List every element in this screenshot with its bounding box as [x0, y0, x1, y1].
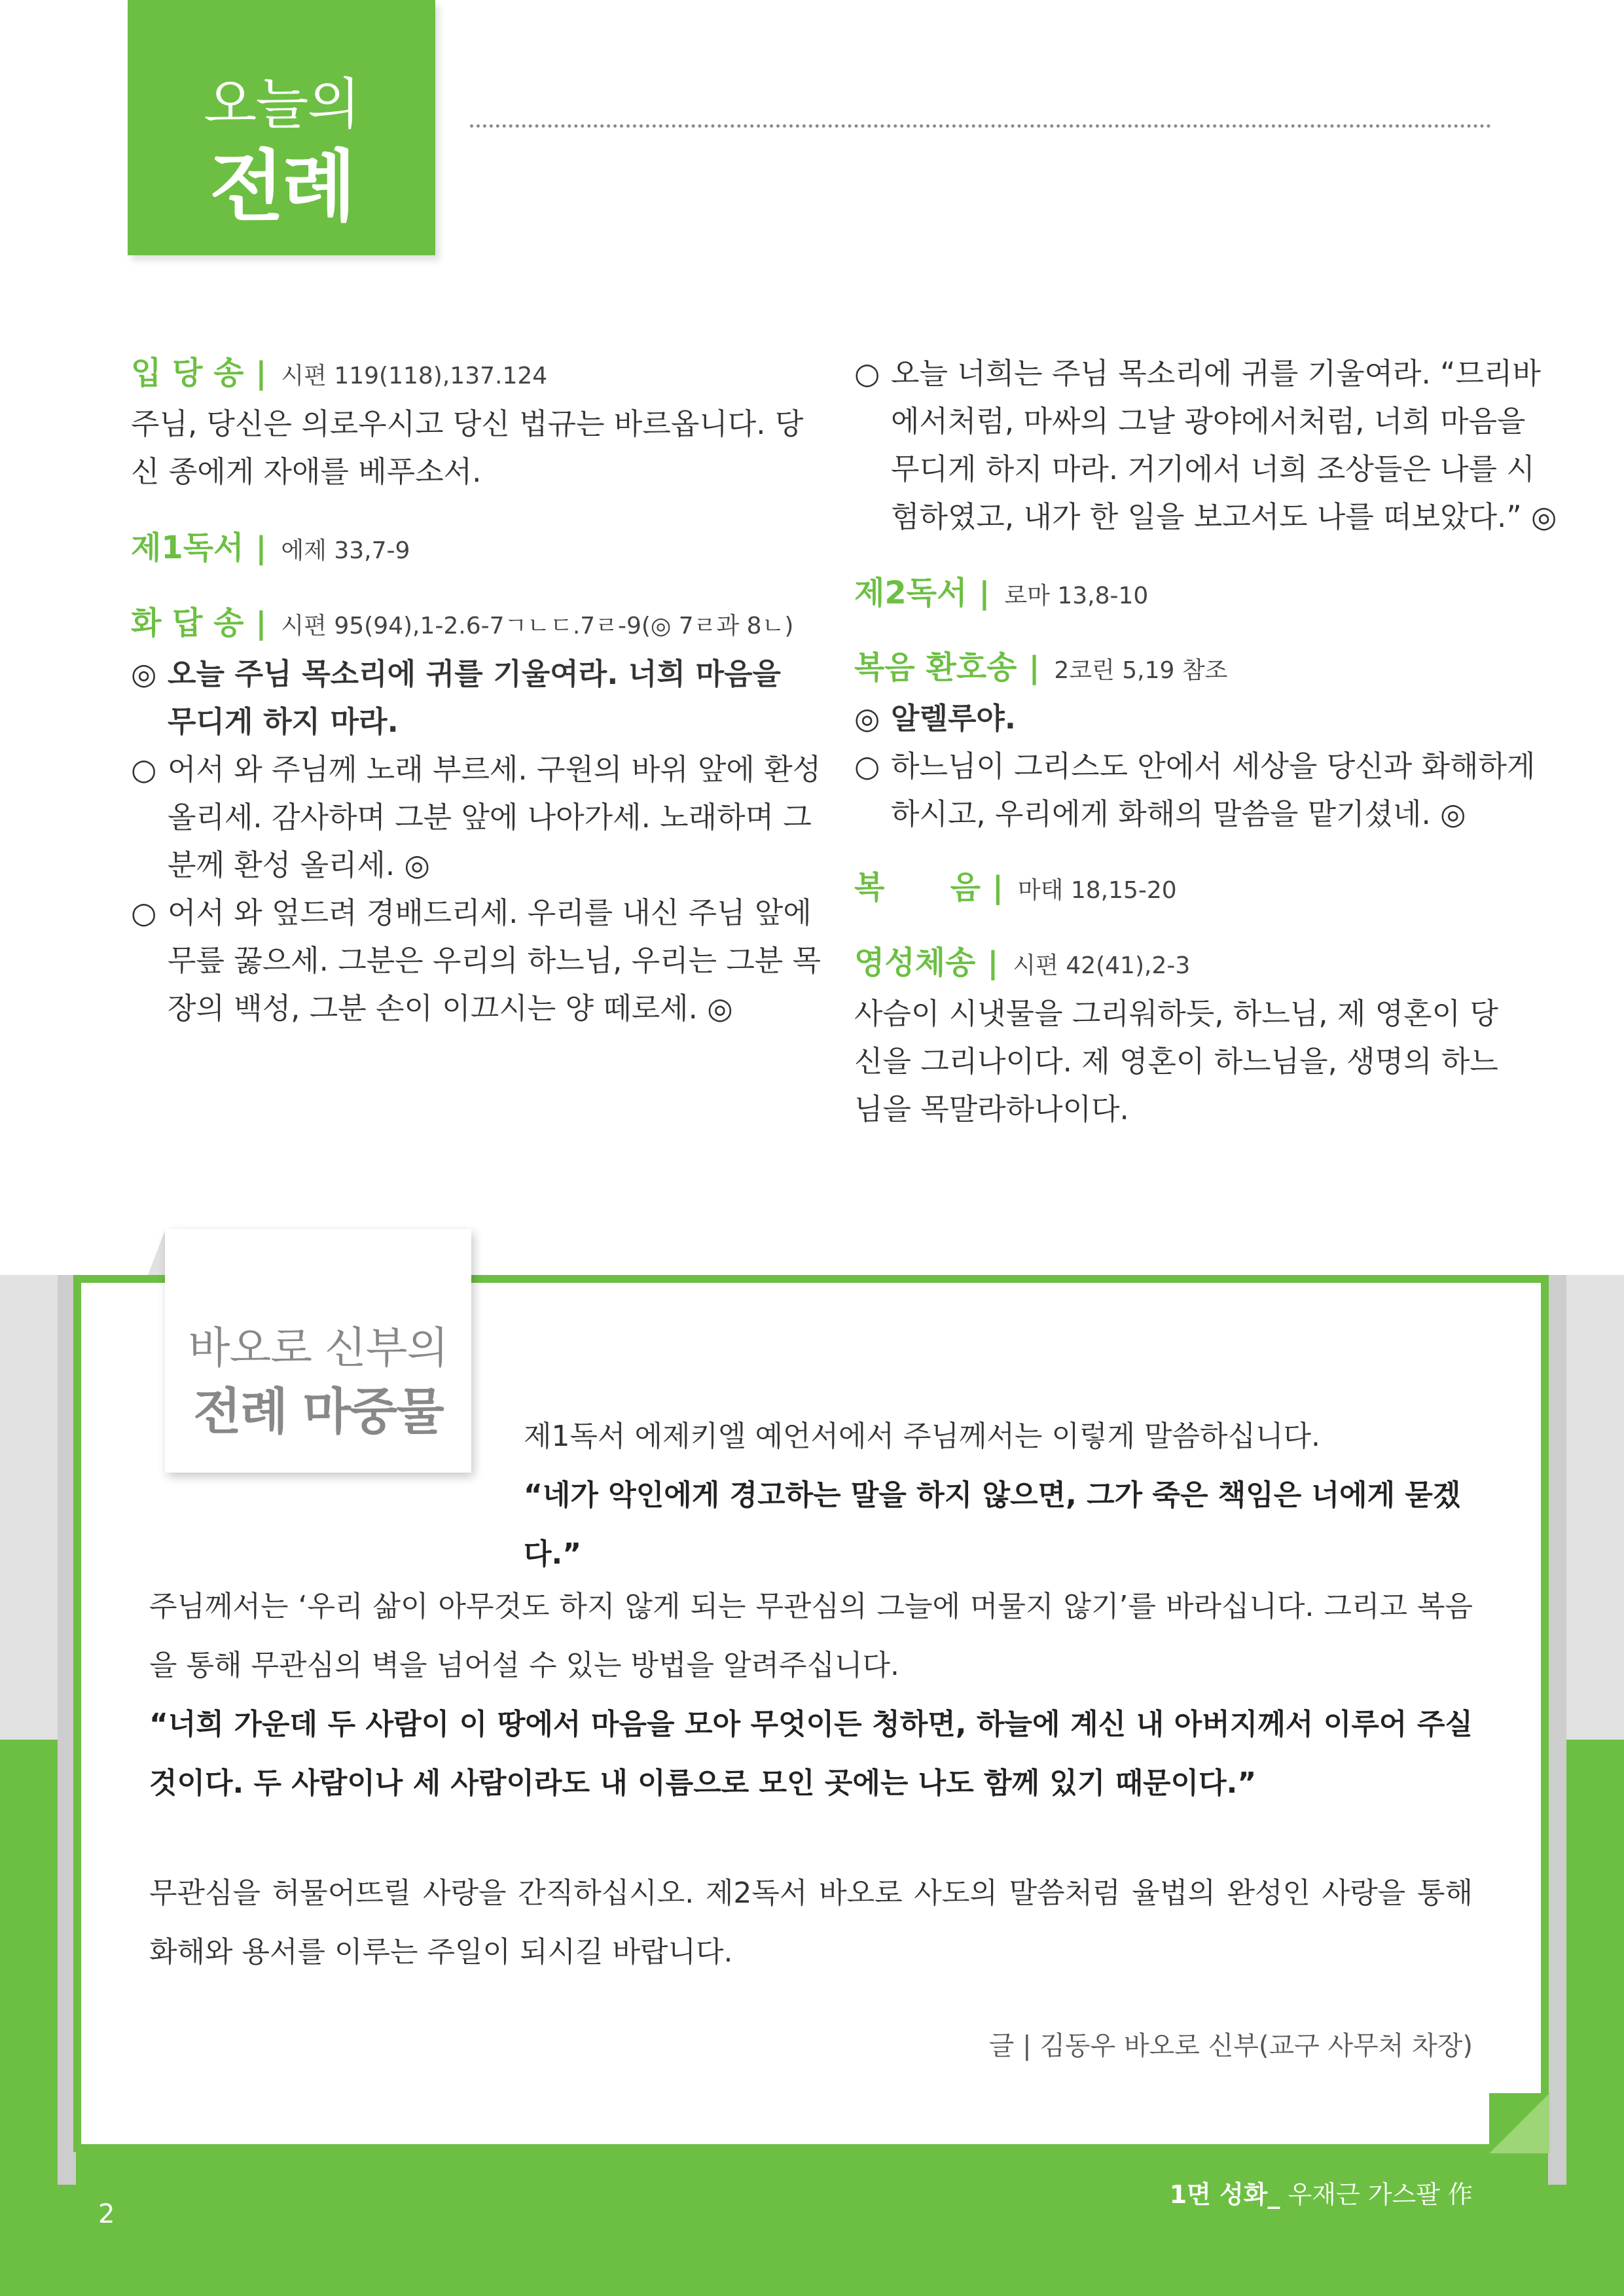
response-line: 알렐루야. [891, 701, 1016, 736]
gospel-ref: 마태 18,15-20 [1017, 877, 1177, 904]
reflection-tab-line1: 바오로 신부의 [188, 1323, 448, 1373]
verse-mark: ○ [854, 749, 880, 783]
communion-ref: 시편 42(41),2-3 [1013, 952, 1191, 979]
label-divider: | [255, 605, 267, 641]
alleluia-label: 복음 환호송 [854, 649, 1017, 686]
dotted-divider [470, 124, 1491, 128]
response-mark: ◎ [854, 701, 880, 736]
response-line: 오늘 주님 목소리에 귀를 기울여라. 너희 마음을 [168, 656, 782, 691]
verse-line: 하느님이 그리스도 안에서 세상을 당신과 화해하게 [891, 749, 1536, 783]
gospel-acclamation [854, 644, 1536, 838]
alleluia-ref: 2코린 5,19 참조 [1054, 657, 1228, 684]
intro-quote: “네가 악인에게 경고하는 말을 하지 않으면, 그가 죽은 책임은 너에게 묻겠다.” [524, 1479, 1461, 1571]
cover-art-credit [1047, 2174, 1473, 2210]
tab-fold [148, 1230, 165, 1275]
gospel [854, 864, 1493, 914]
psalm-label: 화 답 송 [131, 605, 244, 641]
psalm-verse-continued [854, 350, 1557, 541]
verse-line: 에서처럼, 마싸의 그날 광야에서처럼, 너희 마음을 [891, 404, 1526, 439]
communion-line: 신을 그리나이다. 제 영혼이 하느님을, 생명의 하느 [854, 1044, 1498, 1079]
verse-line: 오늘 너희는 주님 목소리에 귀를 기울여라. “므리바 [891, 356, 1541, 391]
reflection-paragraph [149, 1864, 1473, 1982]
alleluia-response [854, 694, 1493, 742]
response-mark: ◎ [131, 656, 157, 691]
entrance-line: 주님, 당신은 의로우시고 당신 법규는 바르옵니다. 당 [131, 406, 804, 441]
entrance-label: 입 당 송 [131, 355, 244, 391]
psalm-ref: 시편 95(94),1-2.6-7ㄱㄴㄷ.7ㄹ-9(◎ 7ㄹ과 8ㄴ) [281, 613, 794, 639]
verse-line: 어서 와 엎드려 경배드리세. 우리를 내신 주님 앞에 [168, 895, 812, 930]
verse-line: 어서 와 주님께 노래 부르세. 구원의 바위 앞에 환성 [168, 752, 821, 787]
header-title: 전례 [209, 141, 353, 232]
psalm-verse [854, 350, 1557, 541]
credit-label: 1면 성화_ [1169, 2180, 1280, 2209]
communion-label: 영성체송 [854, 944, 976, 981]
paragraph-text: 주님께서는 ‘우리 삶이 아무것도 하지 않게 되는 무관심의 그늘에 머물지 않기’를 바라십니다. 그리고 복음을 통해 무관심의 벽을 넘어설 수 있는 방법을 알려주십니다. [149, 1590, 1473, 1682]
entrance-antiphon [131, 350, 804, 495]
label-divider: | [255, 355, 267, 391]
label-divider: | [987, 945, 999, 980]
entrance-line: 신 종에게 자애를 베푸소서. [131, 454, 482, 489]
reflection-intro [524, 1407, 1499, 1584]
verse-line: 험하였고, 내가 한 일을 보고서도 나를 떠보았다.” ◎ [891, 499, 1557, 534]
entrance-ref: 시편 119(118),137.124 [281, 363, 548, 389]
section-header-tab [128, 0, 435, 255]
paragraph-text: 무관심을 허물어뜨릴 사랑을 간직하십시오. 제2독서 바오로 사도의 말씀처럼 율법의 완성인 사랑을 통해 화해와 용서를 이루는 주일이 되시길 바랍니다. [149, 1876, 1473, 1969]
communion-antiphon [854, 939, 1498, 1133]
communion-line: 사슴이 시냇물을 그리워하듯, 하느님, 제 영혼이 당 [854, 996, 1498, 1031]
reading2-label: 제2독서 [854, 575, 967, 611]
alleluia-verse [854, 742, 1536, 838]
second-reading [854, 569, 1493, 620]
psalm-verse [131, 745, 821, 889]
responsorial-psalm [131, 600, 821, 1032]
reading1-label: 제1독서 [131, 529, 244, 566]
author-byline: 글 | 김동우 바오로 신부(교구 사무처 차장) [988, 2031, 1473, 2061]
header-line1: 오늘의 [204, 72, 359, 136]
verse-mark: ○ [131, 895, 157, 930]
psalm-response [131, 650, 782, 745]
reflection-paragraph [149, 1577, 1473, 1813]
verse-line: 올리세. 감사하며 그분 앞에 나아가세. 노래하며 그 [168, 800, 812, 834]
verse-line: 무디게 하지 마라. 거기에서 너희 조상들은 나를 시 [891, 452, 1535, 486]
card-shadow-right [1548, 1275, 1566, 2185]
reading2-ref: 로마 13,8-10 [1004, 583, 1149, 609]
page-curl-corner [1489, 2093, 1549, 2153]
verse-line: 분께 환성 올리세. ◎ [168, 848, 430, 882]
verse-mark: ○ [854, 356, 880, 391]
verse-mark: ○ [131, 752, 157, 787]
page-number: 2 [98, 2199, 115, 2229]
first-reading [131, 524, 770, 575]
intro-text: 제1독서 에제키엘 예언서에서 주님께서는 이렇게 말씀하십니다. [524, 1420, 1321, 1453]
label-divider: | [979, 575, 990, 611]
label-divider: | [1028, 650, 1040, 685]
verse-line: 무릎 꿇으세. 그분은 우리의 하느님, 우리는 그분 목 [168, 943, 821, 978]
reading1-ref: 에제 33,7-9 [281, 537, 410, 564]
gospel-quote: “너희 가운데 두 사람이 이 땅에서 마음을 모아 무엇이든 청하면, 하늘에 계신 내 아버지께서 이루어 주실 것이다. 두 사람이나 세 사람이라도 내 이름으로 모인 곳에는 나도 함께 있기 때문이다.” [149, 1708, 1473, 1800]
label-divider: | [992, 870, 1003, 905]
verse-line: 장의 백성, 그분 손이 이끄시는 양 떼로세. ◎ [168, 991, 733, 1026]
gospel-label: 복 음 [854, 869, 981, 906]
verse-line: 하시고, 우리에게 화해의 말씀을 맡기셨네. ◎ [891, 797, 1466, 831]
response-line: 무디게 하지 마라. [168, 704, 399, 739]
communion-line: 님을 목말라하나이다. [854, 1092, 1129, 1126]
label-divider: | [255, 530, 267, 565]
psalm-verse [131, 889, 821, 1032]
reflection-tab [165, 1229, 471, 1473]
reflection-tab-title: 전례 마중물 [193, 1382, 443, 1441]
credit-text: 우재근 가스팔 作 [1280, 2180, 1473, 2209]
